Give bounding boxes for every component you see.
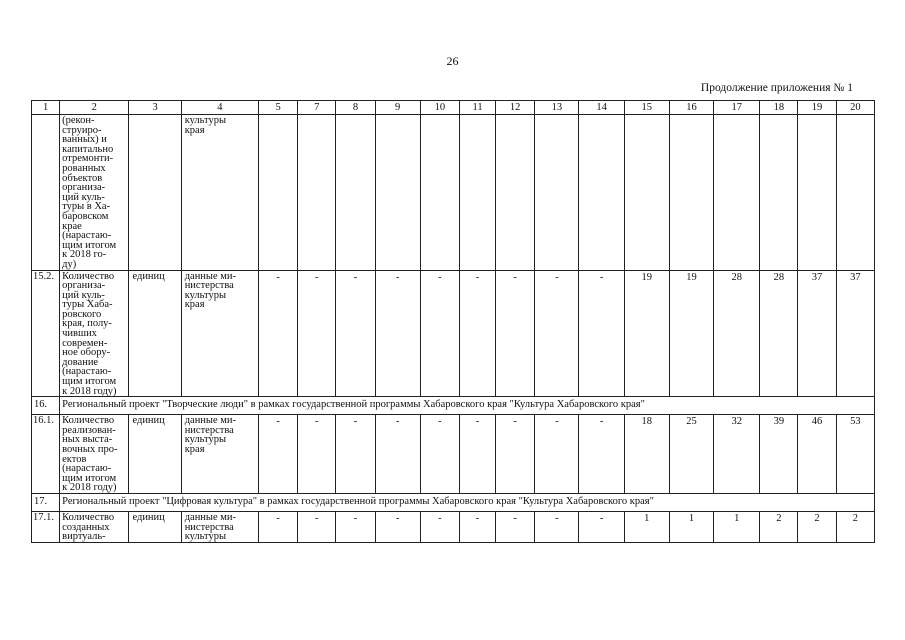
section-row xyxy=(32,397,875,415)
value-cell: - xyxy=(459,270,495,397)
value-cell: 2 xyxy=(836,511,874,542)
value-cell: 1 xyxy=(669,511,713,542)
value-cell: 18 xyxy=(624,415,669,494)
indicators-table xyxy=(31,100,875,543)
value-cell: - xyxy=(496,415,535,494)
section-code: 17. xyxy=(32,493,60,511)
value-cell: 2 xyxy=(798,511,836,542)
column-header: 11 xyxy=(459,101,495,115)
value-cell: 32 xyxy=(714,415,760,494)
column-header: 5 xyxy=(259,101,298,115)
column-header: 2 xyxy=(60,101,129,115)
data-source: культуры края xyxy=(181,115,258,271)
value-cell: - xyxy=(336,270,375,397)
indicator-code: 16.1. xyxy=(32,415,60,494)
column-header: 14 xyxy=(579,101,624,115)
indicator-code: 15.2. xyxy=(32,270,60,397)
table-row xyxy=(32,511,875,542)
indicator-name: (рекон- струиро- ванных) и капитально отремонти- рованных объектов организа- ций куль- туры в Ха- баровском крае (нарастаю- щим итогом к 2018 го- ду) xyxy=(60,115,129,271)
column-header: 18 xyxy=(760,101,798,115)
section-title: Региональный проект "Цифровая культура" в рамках государственной программы Хабаровского края "Культура Хабаровского края" xyxy=(60,493,875,511)
column-header: 9 xyxy=(375,101,420,115)
column-header: 7 xyxy=(298,101,336,115)
indicator-code: 17.1. xyxy=(32,511,60,542)
header-row xyxy=(32,101,875,115)
value-cell: - xyxy=(535,415,579,494)
value-cell: - xyxy=(459,415,495,494)
value-cell: 53 xyxy=(836,415,874,494)
value-cell: - xyxy=(375,415,420,494)
page-number: 26 xyxy=(446,54,459,68)
value-cell xyxy=(714,115,760,271)
value-cell xyxy=(579,115,624,271)
column-header: 4 xyxy=(181,101,258,115)
value-cell: - xyxy=(420,415,459,494)
value-cell xyxy=(496,115,535,271)
value-cell: - xyxy=(579,511,624,542)
value-cell: 39 xyxy=(760,415,798,494)
value-cell: 46 xyxy=(798,415,836,494)
value-cell: - xyxy=(579,415,624,494)
column-header: 19 xyxy=(798,101,836,115)
indicator-name: Количество реализован- ных выста- вочных про- ектов (нарастаю- щим итогом к 2018 году) xyxy=(60,415,129,494)
value-cell: 19 xyxy=(624,270,669,397)
value-cell: - xyxy=(259,511,298,542)
value-cell: 1 xyxy=(624,511,669,542)
value-cell: 25 xyxy=(669,415,713,494)
value-cell: 2 xyxy=(760,511,798,542)
value-cell: - xyxy=(259,415,298,494)
unit-of-measure: единиц xyxy=(129,415,181,494)
value-cell xyxy=(336,115,375,271)
value-cell: - xyxy=(579,270,624,397)
value-cell: - xyxy=(420,511,459,542)
unit-of-measure xyxy=(129,115,181,271)
unit-of-measure: единиц xyxy=(129,511,181,542)
value-cell: - xyxy=(496,270,535,397)
column-header: 13 xyxy=(535,101,579,115)
value-cell: - xyxy=(336,511,375,542)
column-header: 3 xyxy=(129,101,181,115)
column-header: 8 xyxy=(336,101,375,115)
value-cell xyxy=(259,115,298,271)
value-cell: - xyxy=(298,511,336,542)
value-cell xyxy=(836,115,874,271)
value-cell xyxy=(375,115,420,271)
table-row xyxy=(32,415,875,494)
value-cell: - xyxy=(298,270,336,397)
indicator-name: Количество созданных виртуаль- xyxy=(60,511,129,542)
table-body xyxy=(32,115,875,543)
column-header: 20 xyxy=(836,101,874,115)
value-cell: 28 xyxy=(714,270,760,397)
value-cell: - xyxy=(496,511,535,542)
value-cell xyxy=(624,115,669,271)
indicator-name: Количество организа- ций куль- туры Хаба- ровского края, полу- чивших современ- ное обору- дование (нарастаю- щим итогом к 2018 году) xyxy=(60,270,129,397)
column-header: 10 xyxy=(420,101,459,115)
value-cell: - xyxy=(459,511,495,542)
value-cell: 37 xyxy=(798,270,836,397)
value-cell xyxy=(420,115,459,271)
value-cell: - xyxy=(375,270,420,397)
table-row xyxy=(32,115,875,271)
column-header: 17 xyxy=(714,101,760,115)
value-cell: - xyxy=(535,270,579,397)
value-cell: 1 xyxy=(714,511,760,542)
section-title: Региональный проект "Творческие люди" в рамках государственной программы Хабаровского края "Культура Хабаровского края" xyxy=(60,397,875,415)
value-cell xyxy=(760,115,798,271)
value-cell: - xyxy=(420,270,459,397)
value-cell: - xyxy=(336,415,375,494)
value-cell: - xyxy=(298,415,336,494)
column-header: 1 xyxy=(32,101,60,115)
section-code: 16. xyxy=(32,397,60,415)
value-cell xyxy=(798,115,836,271)
value-cell: 37 xyxy=(836,270,874,397)
value-cell: - xyxy=(375,511,420,542)
data-source: данные ми- нистерства культуры xyxy=(181,511,258,542)
value-cell: 28 xyxy=(760,270,798,397)
column-header: 16 xyxy=(669,101,713,115)
value-cell xyxy=(459,115,495,271)
value-cell: - xyxy=(259,270,298,397)
unit-of-measure: единиц xyxy=(129,270,181,397)
column-header: 12 xyxy=(496,101,535,115)
data-source: данные ми- нистерства культуры края xyxy=(181,415,258,494)
column-header: 15 xyxy=(624,101,669,115)
value-cell: - xyxy=(535,511,579,542)
value-cell: 19 xyxy=(669,270,713,397)
section-row xyxy=(32,493,875,511)
data-source: данные ми- нистерства культуры края xyxy=(181,270,258,397)
value-cell xyxy=(298,115,336,271)
indicator-code xyxy=(32,115,60,271)
appendix-continuation-label: Продолжение приложения № 1 xyxy=(700,82,853,94)
table-row xyxy=(32,270,875,397)
value-cell xyxy=(669,115,713,271)
value-cell xyxy=(535,115,579,271)
